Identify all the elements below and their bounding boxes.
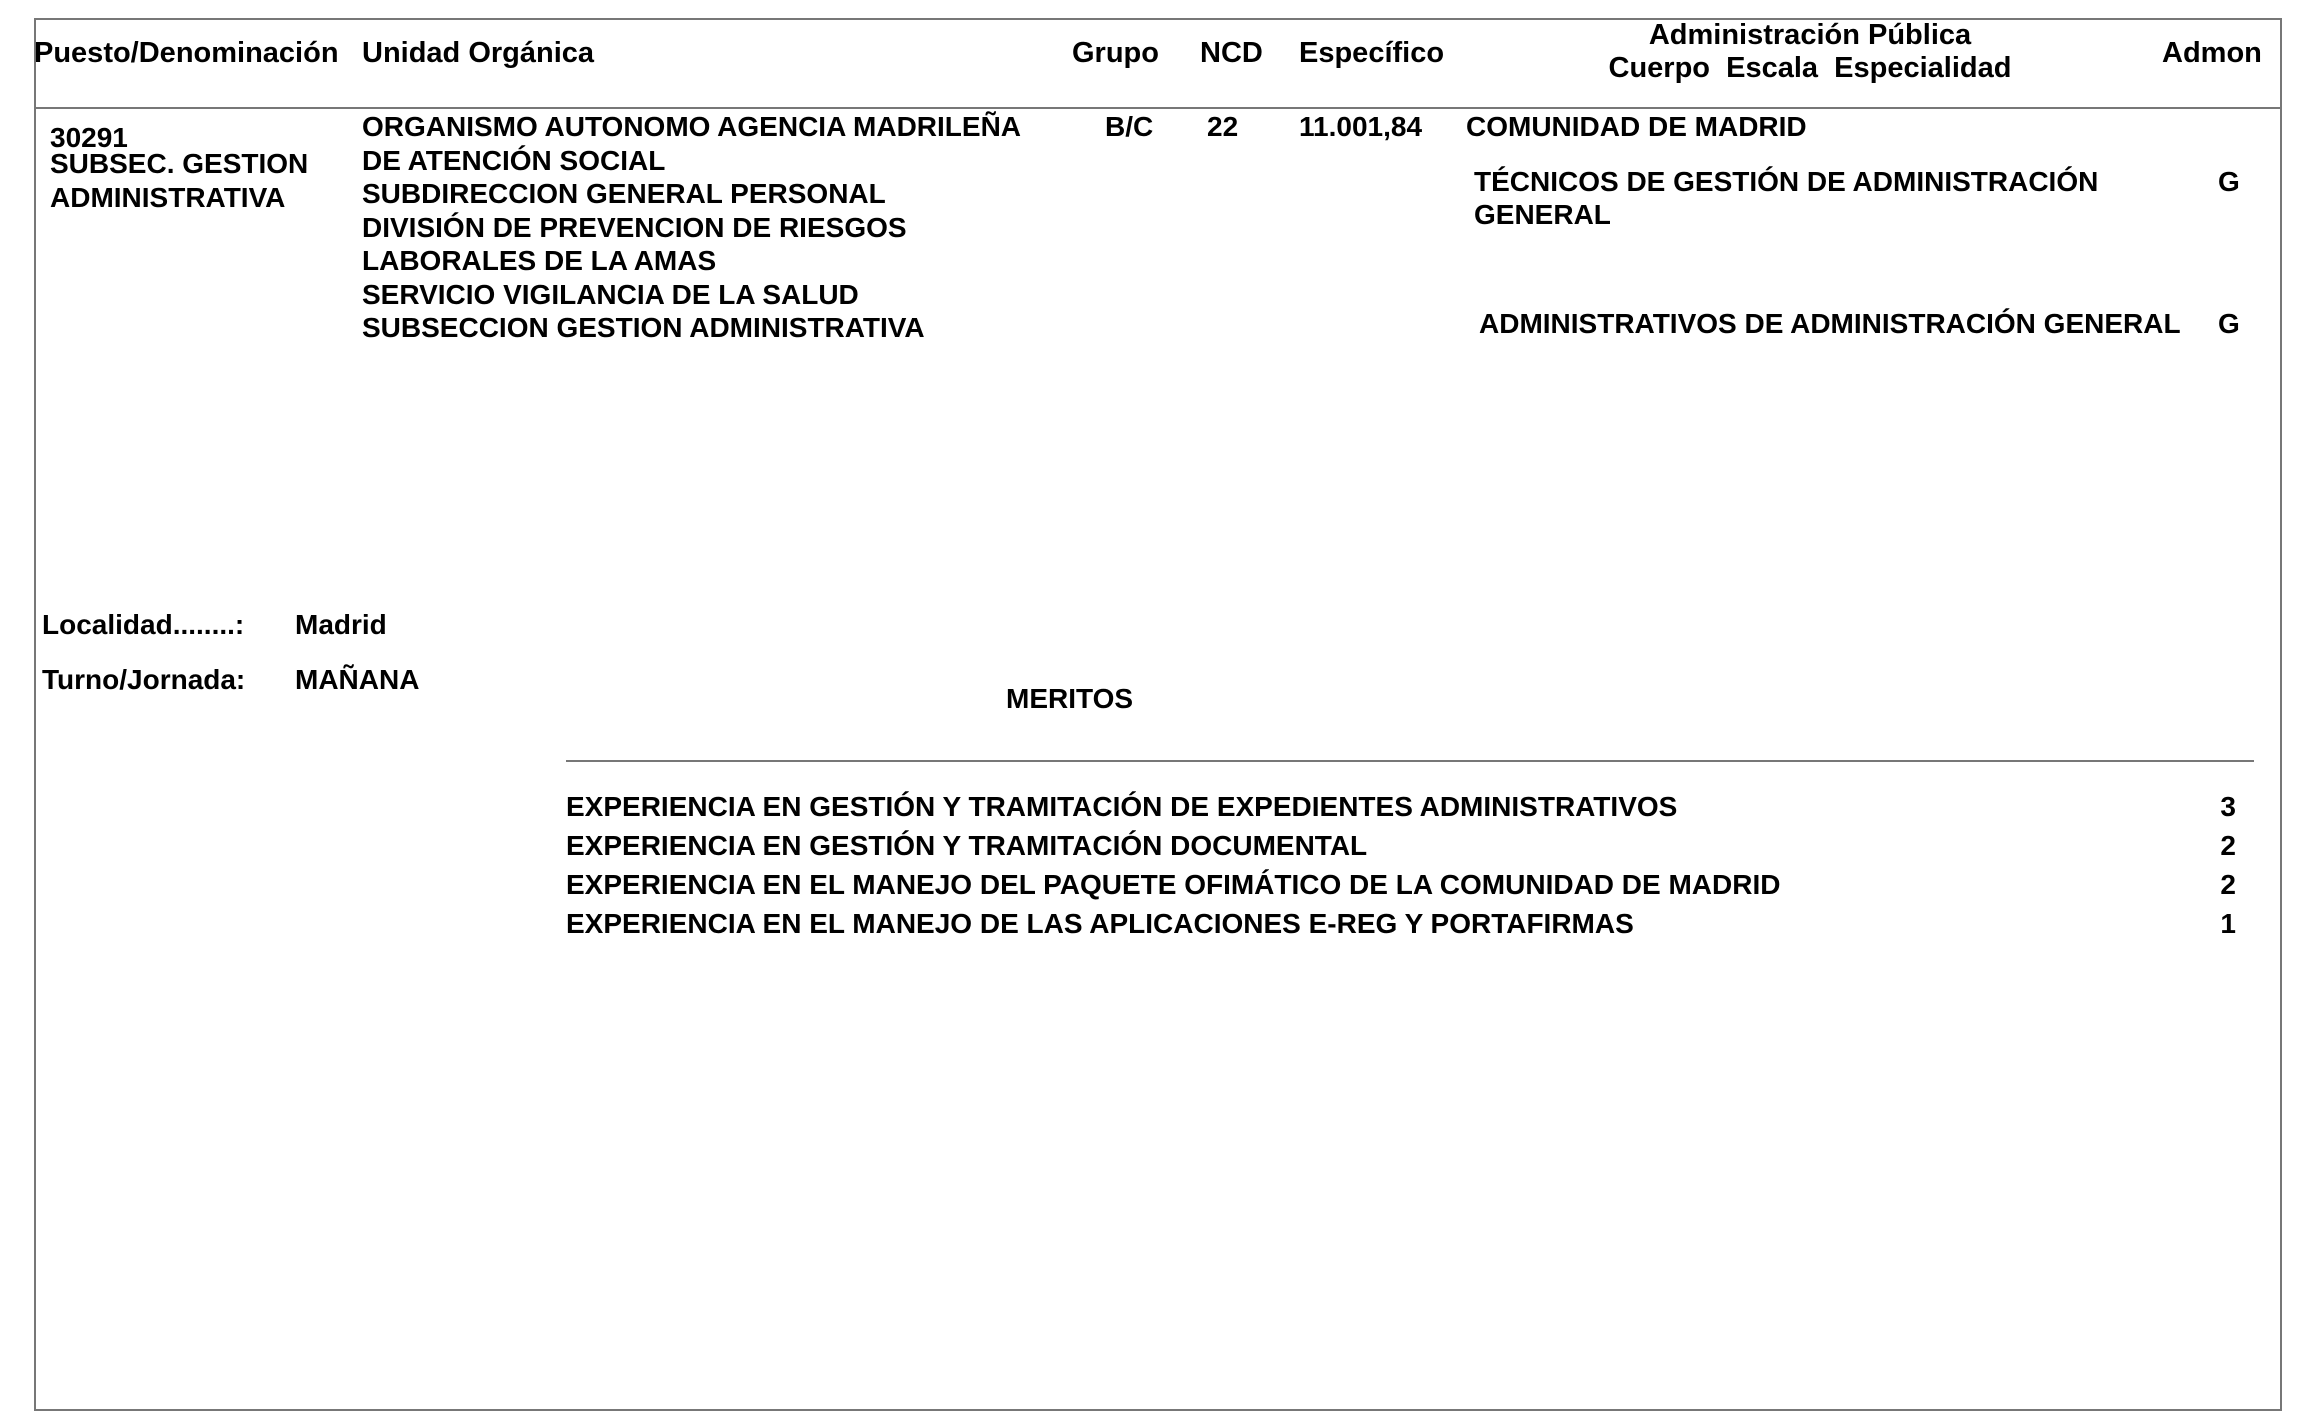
header-puesto: Puesto/Denominación (34, 37, 339, 69)
unidad-line: SERVICIO VIGILANCIA DE LA SALUD (362, 278, 859, 310)
merito-label: EXPERIENCIA EN GESTIÓN Y TRAMITACIÓN DOCUMENTAL (566, 830, 1368, 861)
merito-label: EXPERIENCIA EN EL MANEJO DEL PAQUETE OFIMÁTICO DE LA COMUNIDAD DE MADRID (566, 869, 1781, 900)
merito-points: 3 (2220, 791, 2236, 822)
merito-points: 2 (2220, 830, 2236, 861)
unidad-line: SUBSECCION GESTION ADMINISTRATIVA (362, 312, 925, 343)
meritos-title: MERITOS (1006, 683, 1134, 714)
merito-row (566, 905, 2236, 943)
header-divider (34, 107, 2282, 109)
puesto-grupo: B/C (1105, 111, 1154, 142)
meritos-divider (566, 760, 2254, 762)
unidad-line: DIVISIÓN DE PREVENCION DE RIESGOS (362, 211, 907, 243)
localidad-value: Madrid (295, 609, 387, 640)
merito-row (566, 866, 2236, 904)
turno-label: Turno/Jornada: (42, 664, 246, 695)
unidad-organica (362, 110, 1021, 345)
puesto-codigo: 30291 (50, 122, 128, 153)
localidad-label: Localidad........: (42, 609, 245, 640)
unidad-line: ORGANISMO AUTONOMO AGENCIA MADRILEÑA (362, 111, 1022, 142)
header-admon: Admon (2162, 37, 2262, 69)
merito-points: 1 (2220, 908, 2236, 939)
header-admin-title: Administración Pública (1648, 19, 1972, 51)
header-admin-subtitle: Cuerpo Escala Especialidad (1608, 52, 2012, 84)
puesto-ncd: 22 (1207, 111, 1239, 142)
cuerpo-tecnicos-admon: G (2218, 166, 2240, 197)
cuerpo-tecnicos-line1: TÉCNICOS DE GESTIÓN DE ADMINISTRACIÓN (1474, 166, 2099, 197)
cuerpo-tecnicos-line2: GENERAL (1474, 199, 1611, 230)
puesto-denominacion-line1: SUBSEC. GESTION (50, 148, 309, 179)
puesto-denominacion-line2: ADMINISTRATIVA (50, 182, 286, 213)
header-unidad: Unidad Orgánica (362, 37, 595, 69)
merito-label: EXPERIENCIA EN EL MANEJO DE LAS APLICACIONES E-REG Y PORTAFIRMAS (566, 908, 1634, 939)
unidad-line: LABORALES DE LA AMAS (362, 245, 717, 276)
header-especifico: Específico (1299, 37, 1445, 69)
unidad-line: SUBDIRECCION GENERAL PERSONAL (362, 178, 886, 209)
merito-row (566, 788, 2236, 826)
cuerpo-administrativos-admon: G (2218, 308, 2240, 339)
administracion-publica: COMUNIDAD DE MADRID (1466, 111, 1807, 142)
header-grupo: Grupo (1072, 37, 1159, 69)
header-ncd: NCD (1200, 37, 1263, 69)
merito-label: EXPERIENCIA EN GESTIÓN Y TRAMITACIÓN DE EXPEDIENTES ADMINISTRATIVOS (566, 791, 1678, 822)
cuerpo-administrativos: ADMINISTRATIVOS DE ADMINISTRACIÓN GENERAL (1479, 308, 2181, 339)
merito-row (566, 827, 2236, 865)
merito-points: 2 (2220, 869, 2236, 900)
puesto-especifico: 11.001,84 (1299, 111, 1423, 142)
turno-value: MAÑANA (295, 664, 420, 695)
unidad-line: DE ATENCIÓN SOCIAL (362, 144, 666, 176)
